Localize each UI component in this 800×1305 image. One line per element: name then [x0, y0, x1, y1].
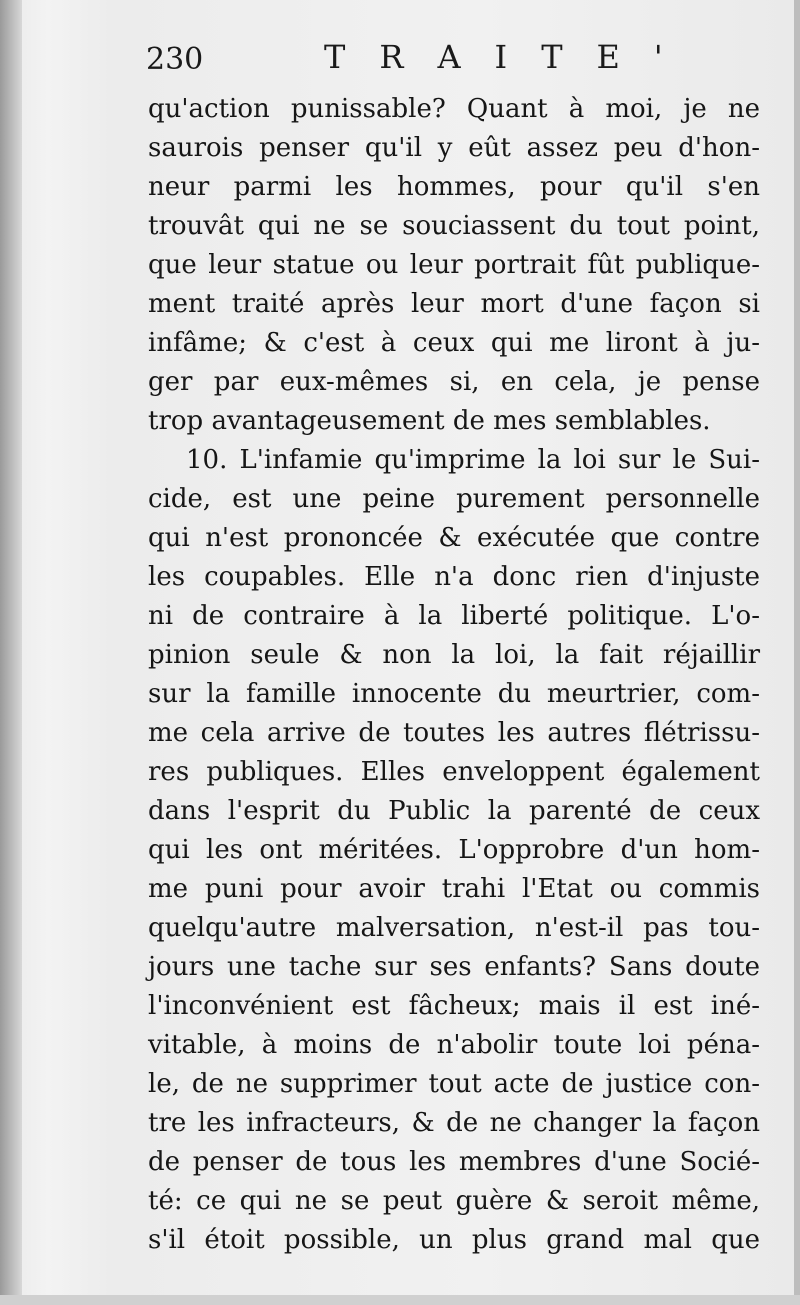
- text-line: ment traité après leur mort d'une façon si: [148, 289, 760, 319]
- text-line: l'inconvénient est fâcheux; mais il est iné-: [148, 991, 760, 1021]
- text-line: vitable, à moins de n'abolir toute loi péna-: [148, 1030, 760, 1060]
- text-line: pinion seule & non la loi, la fait réjaillir: [148, 640, 760, 670]
- body-text: [148, 90, 760, 1260]
- page-right-edge: [794, 0, 800, 1305]
- text-line: ger par eux-mêmes si, en cela, je pense: [148, 367, 760, 397]
- text-line: les coupables. Elle n'a donc rien d'injuste: [148, 562, 760, 592]
- text-line: sur la famille innocente du meurtrier, com-: [148, 679, 760, 709]
- text-line: de penser de tous les membres d'une Socié-: [148, 1147, 760, 1177]
- page-left-edge: [0, 0, 22, 1305]
- running-title: TRAITE': [324, 38, 697, 76]
- text-line: res publiques. Elles enveloppent également: [148, 757, 760, 787]
- text-line: quelqu'autre malversation, n'est-il pas tou-: [148, 913, 760, 943]
- text-line: té: ce qui ne se peut guère & seroit même,: [148, 1186, 760, 1216]
- text-line: qu'action punissable? Quant à moi, je ne: [148, 94, 760, 124]
- text-line: trouvât qui ne se souciassent du tout point,: [148, 211, 760, 241]
- text-line: que leur statue ou leur portrait fût publique-: [148, 250, 760, 280]
- text-line: qui n'est prononcée & exécutée que contre: [148, 523, 760, 553]
- text-line: tre les infracteurs, & de ne changer la façon: [148, 1108, 760, 1138]
- text-line: le, de ne supprimer tout acte de justice con-: [148, 1069, 760, 1099]
- text-line: jours une tache sur ses enfants? Sans doute: [148, 952, 760, 982]
- paragraph-start-line: 10. L'infamie qu'imprime la loi sur le Sui-: [186, 445, 760, 475]
- text-line: s'il étoit possible, un plus grand mal que: [148, 1225, 760, 1255]
- page-number: 230: [146, 42, 204, 77]
- text-line: me cela arrive de toutes les autres flétrissu-: [148, 718, 760, 748]
- page-header: [146, 34, 756, 84]
- text-line: infâme; & c'est à ceux qui me liront à ju-: [148, 328, 760, 358]
- text-line: qui les ont méritées. L'opprobre d'un hom-: [148, 835, 760, 865]
- text-line: me puni pour avoir trahi l'Etat ou commis: [148, 874, 760, 904]
- text-line: cide, est une peine purement personnelle: [148, 484, 760, 514]
- text-line: ni de contraire à la liberté politique. L'o-: [148, 601, 760, 631]
- text-line: dans l'esprit du Public la parenté de ceux: [148, 796, 760, 826]
- text-line: saurois penser qu'il y eût assez peu d'hon-: [148, 133, 760, 163]
- paragraph-end-line: trop avantageusement de mes semblables.: [148, 406, 711, 436]
- text-line: neur parmi les hommes, pour qu'il s'en: [148, 172, 760, 202]
- page-bottom-edge: [0, 1295, 800, 1305]
